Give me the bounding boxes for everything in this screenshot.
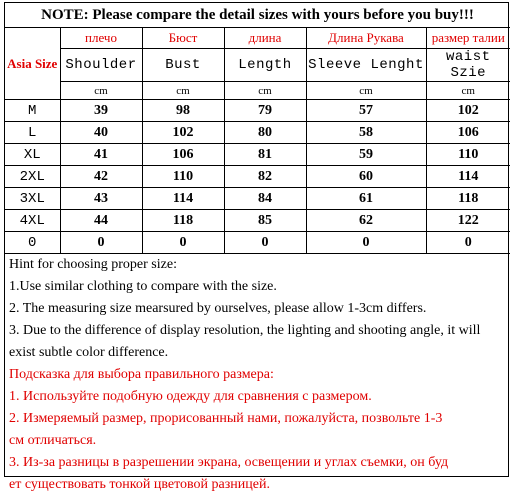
hint-line-ru: ет существовать тонкой цветовой разницей. bbox=[9, 477, 270, 492]
value-cell: 60 bbox=[306, 166, 426, 188]
value-cell: 62 bbox=[306, 210, 426, 232]
col-header-ru: длина bbox=[224, 28, 306, 49]
unit-cell: cm bbox=[306, 82, 426, 100]
hint-line-ru: 1. Используйте подобную одежду для сравнения с размером. bbox=[9, 389, 372, 404]
value-cell: 40 bbox=[60, 122, 142, 144]
value-cell: 114 bbox=[142, 188, 224, 210]
col-header-en: Bust bbox=[142, 49, 224, 82]
hint-title-ru: Подсказка для выбора правильного размера: bbox=[9, 367, 274, 382]
value-cell: 0 bbox=[60, 232, 142, 254]
col-header-ru: Длина Рукава bbox=[306, 28, 426, 49]
value-cell: 0 bbox=[142, 232, 224, 254]
table-row bbox=[5, 100, 510, 122]
value-cell: 79 bbox=[224, 100, 306, 122]
value-cell: 0 bbox=[306, 232, 426, 254]
col-header-en: Shoulder bbox=[60, 49, 142, 82]
size-chart bbox=[4, 2, 509, 492]
value-cell: 118 bbox=[426, 188, 510, 210]
value-cell: 106 bbox=[142, 144, 224, 166]
value-cell: 39 bbox=[60, 100, 142, 122]
value-cell: 82 bbox=[224, 166, 306, 188]
hint-line-ru: 3. Из-за разницы в разрешении экрана, освещении и углах съемки, он буд bbox=[9, 455, 449, 470]
table-row bbox=[5, 188, 510, 210]
value-cell: 106 bbox=[426, 122, 510, 144]
value-cell: 84 bbox=[224, 188, 306, 210]
unit-cell: cm bbox=[426, 82, 510, 100]
hint-line-ru: 2. Измеряемый размер, прорисованный нами, пожалуйста, позвольте 1-3 bbox=[9, 411, 443, 426]
value-cell: 61 bbox=[306, 188, 426, 210]
col-header-en: waist Szie bbox=[426, 49, 510, 82]
size-cell: M bbox=[5, 100, 60, 122]
value-cell: 0 bbox=[224, 232, 306, 254]
size-cell: 4XL bbox=[5, 210, 60, 232]
size-cell: 0 bbox=[5, 232, 60, 254]
col-header-ru: размер талии bbox=[426, 28, 510, 49]
unit-cell: cm bbox=[142, 82, 224, 100]
size-cell: 3XL bbox=[5, 188, 60, 210]
value-cell: 43 bbox=[60, 188, 142, 210]
value-cell: 0 bbox=[426, 232, 510, 254]
col-header-en: Sleeve Lenght bbox=[306, 49, 426, 82]
col-header-ru: Бюст bbox=[142, 28, 224, 49]
value-cell: 98 bbox=[142, 100, 224, 122]
table-row bbox=[5, 166, 510, 188]
value-cell: 42 bbox=[60, 166, 142, 188]
note-banner: NOTE: Please compare the detail sizes with yours before you buy!!! bbox=[5, 3, 510, 28]
value-cell: 85 bbox=[224, 210, 306, 232]
value-cell: 58 bbox=[306, 122, 426, 144]
hint-line-en: exist subtle color difference. bbox=[9, 345, 169, 360]
value-cell: 110 bbox=[426, 144, 510, 166]
unit-cell: cm bbox=[224, 82, 306, 100]
size-cell: 2XL bbox=[5, 166, 60, 188]
value-cell: 41 bbox=[60, 144, 142, 166]
hint-title-en: Hint for choosing proper size: bbox=[9, 257, 177, 272]
col-header-ru: плечо bbox=[60, 28, 142, 49]
value-cell: 114 bbox=[426, 166, 510, 188]
table-row bbox=[5, 210, 510, 232]
unit-cell: cm bbox=[60, 82, 142, 100]
value-cell: 59 bbox=[306, 144, 426, 166]
asia-size-header: Asia Size bbox=[5, 28, 60, 100]
value-cell: 44 bbox=[60, 210, 142, 232]
size-hints bbox=[5, 254, 508, 496]
value-cell: 102 bbox=[142, 122, 224, 144]
table-row bbox=[5, 232, 510, 254]
value-cell: 81 bbox=[224, 144, 306, 166]
size-table bbox=[5, 3, 510, 254]
hint-line-en: 1.Use similar clothing to compare with the size. bbox=[9, 279, 277, 294]
hint-line-ru: см отличаться. bbox=[9, 433, 97, 448]
hint-line-en: 2. The measuring size mearsured by ourselves, please allow 1-3cm differs. bbox=[9, 301, 427, 316]
col-header-en: Length bbox=[224, 49, 306, 82]
hint-line-en: 3. Due to the difference of display resolution, the lighting and shooting angle, it will bbox=[9, 323, 481, 338]
size-cell: L bbox=[5, 122, 60, 144]
table-row bbox=[5, 144, 510, 166]
value-cell: 57 bbox=[306, 100, 426, 122]
size-cell: XL bbox=[5, 144, 60, 166]
value-cell: 110 bbox=[142, 166, 224, 188]
value-cell: 102 bbox=[426, 100, 510, 122]
value-cell: 122 bbox=[426, 210, 510, 232]
value-cell: 118 bbox=[142, 210, 224, 232]
value-cell: 80 bbox=[224, 122, 306, 144]
table-row bbox=[5, 122, 510, 144]
